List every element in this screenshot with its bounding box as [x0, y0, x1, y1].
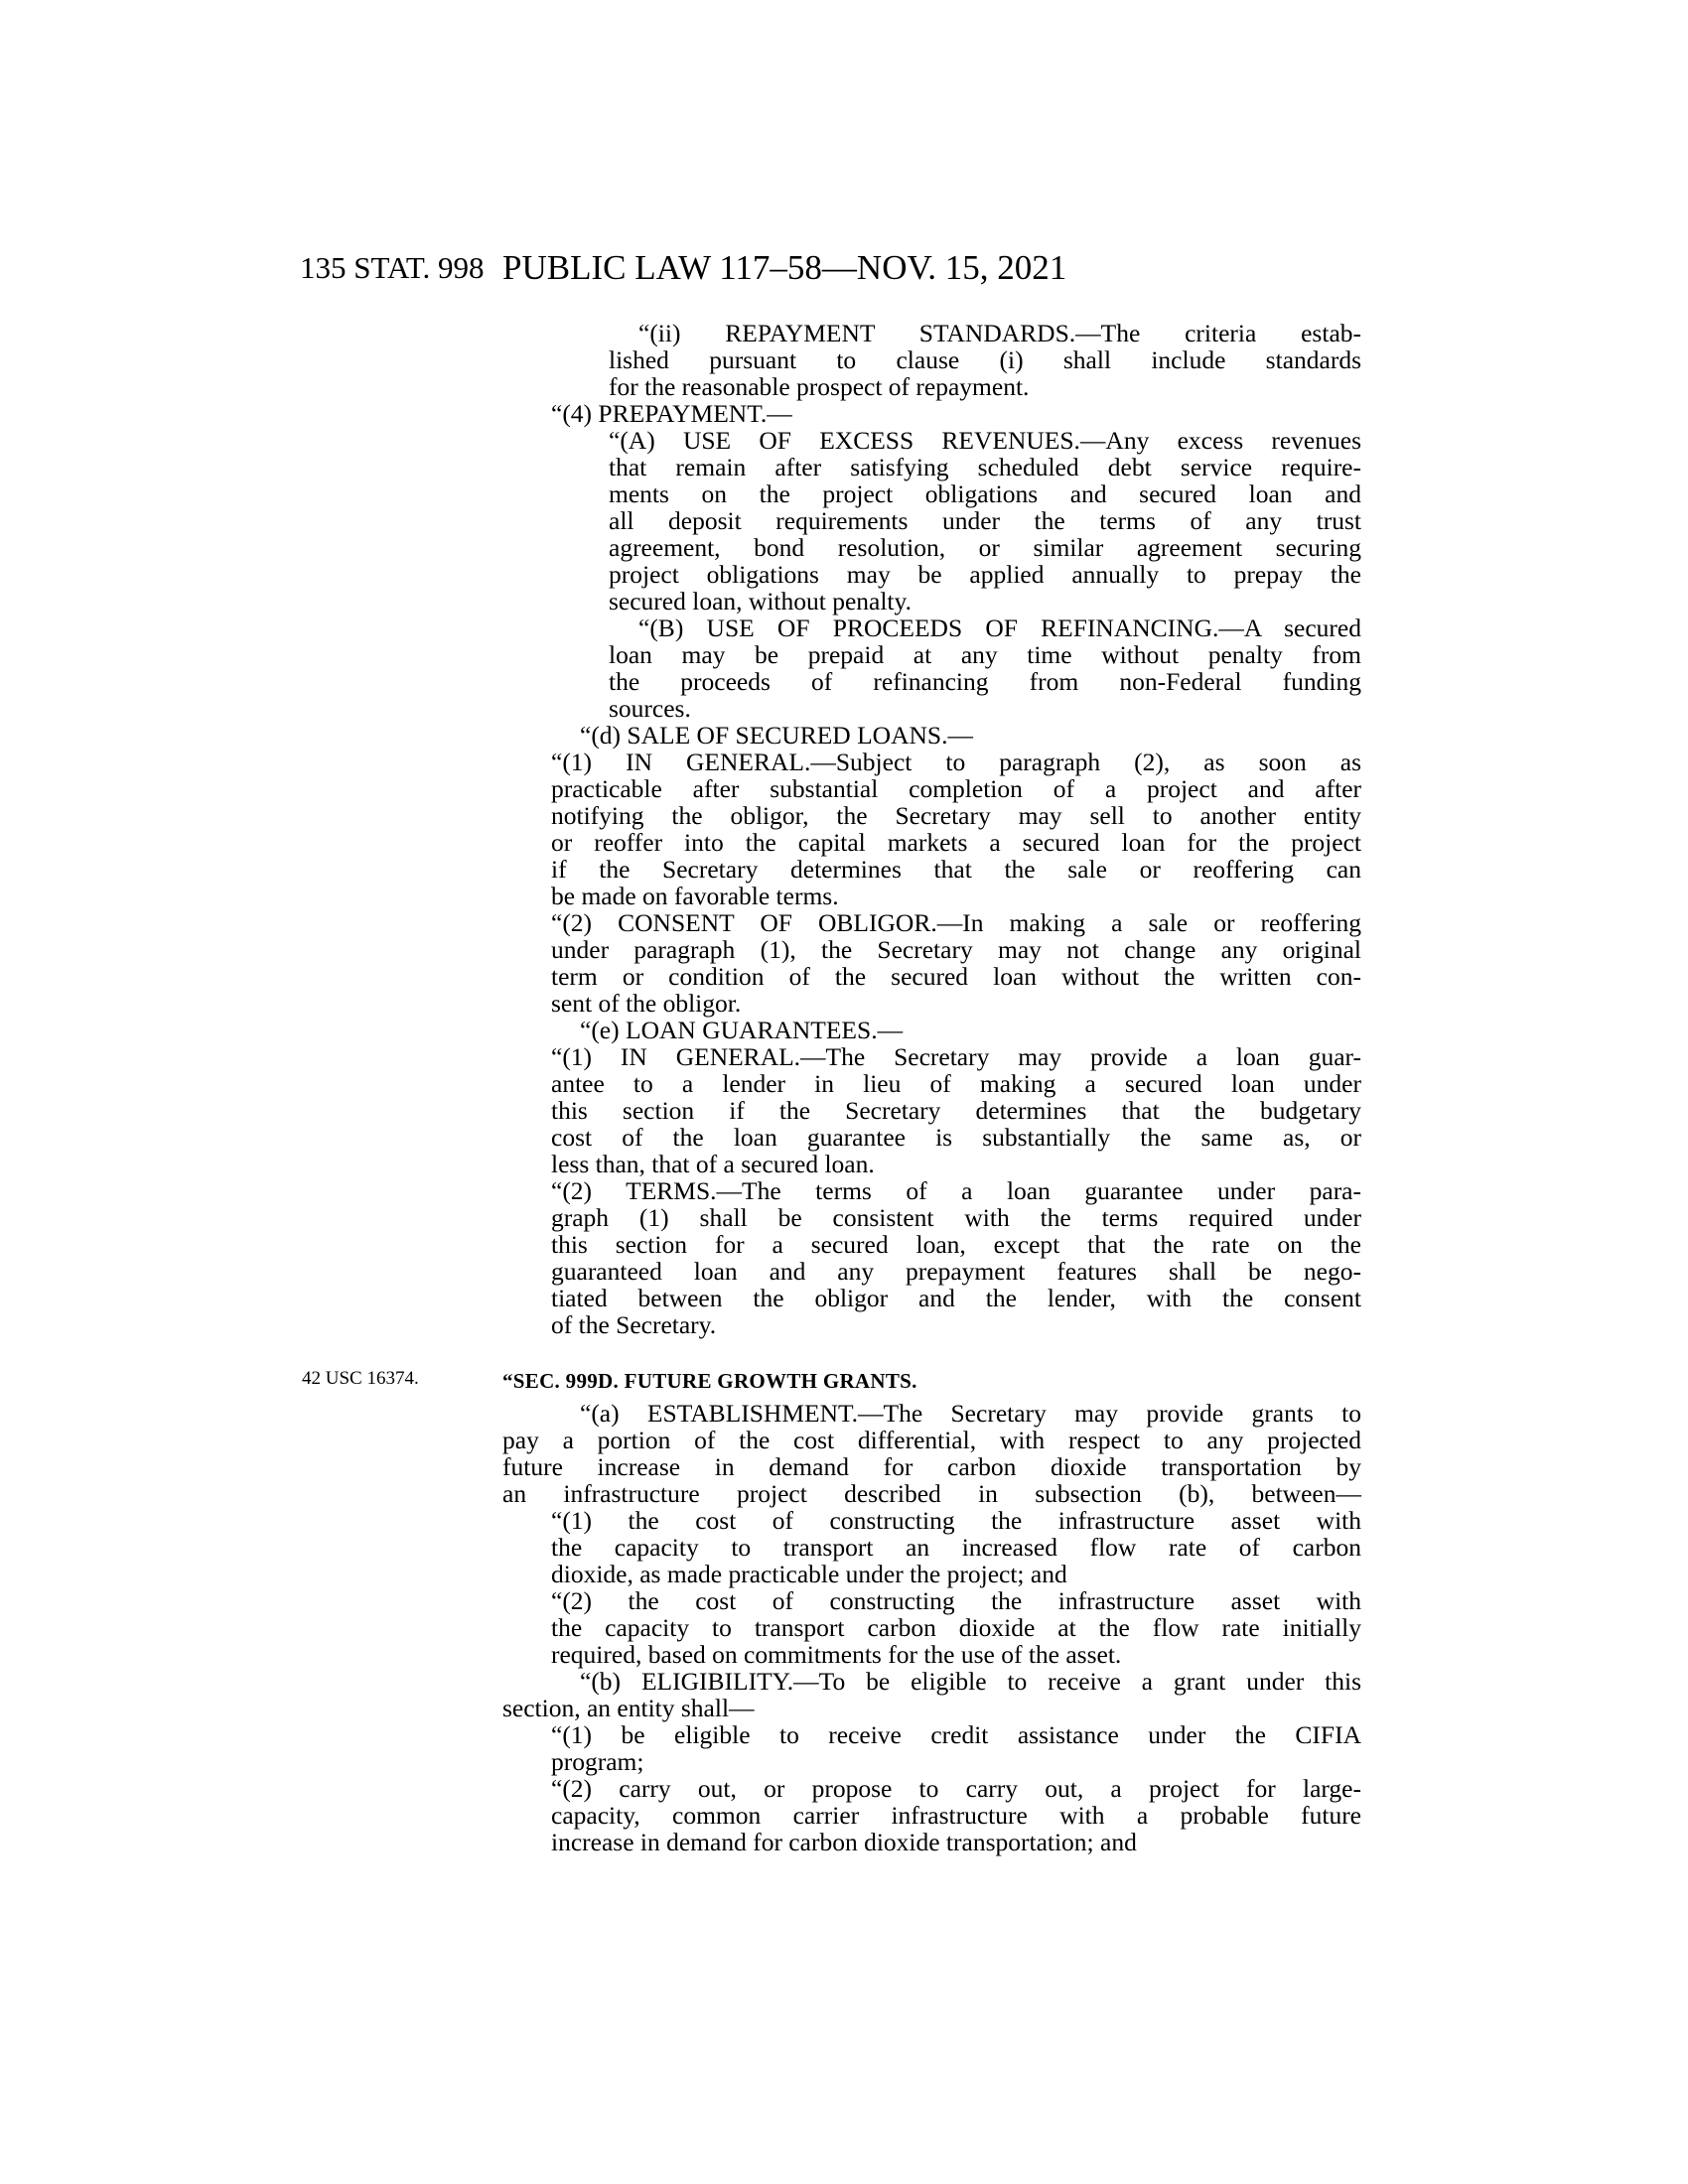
text-line: the capacity to transport an increased flow rate of carbon	[551, 1533, 1361, 1562]
text-line: be made on favorable terms.	[551, 882, 839, 910]
text-line: “(ii) REPAYMENT STANDARDS.—The criteria estab-	[638, 319, 1361, 347]
text-line: program;	[551, 1747, 644, 1776]
text-line: “(4) PREPAYMENT.—	[551, 399, 792, 428]
text-line: graph (1) shall be consistent with the terms required under	[551, 1203, 1361, 1232]
text-line: “(2) the cost of constructing the infrastructure asset with	[551, 1586, 1361, 1615]
text-line: agreement, bond resolution, or similar agreement securing	[609, 533, 1361, 562]
text-line: “(1) IN GENERAL.—Subject to paragraph (2), as soon as	[551, 748, 1361, 776]
text-line: future increase in demand for carbon dioxide transportation by	[502, 1452, 1361, 1481]
text-line: increase in demand for carbon dioxide transportation; and	[551, 1828, 1137, 1856]
text-line: or reoffer into the capital markets a secured loan for the project	[551, 828, 1361, 857]
text-line: “(a) ESTABLISHMENT.—The Secretary may provide grants to	[580, 1399, 1361, 1428]
text-line: this section if the Secretary determines that the budgetary	[551, 1096, 1361, 1125]
text-line: pay a portion of the cost differential, with respect to any projected	[502, 1426, 1361, 1454]
text-line: the capacity to transport carbon dioxide at the flow rate initially	[551, 1613, 1361, 1642]
text-line: notifying the obligor, the Secretary may sell to another entity	[551, 801, 1361, 830]
margin-note-usc: 42 USC 16374.	[302, 1368, 419, 1389]
text-line: “(B) USE OF PROCEEDS OF REFINANCING.—A secured	[638, 614, 1361, 642]
text-line: tiated between the obligor and the lender, with the consent	[551, 1284, 1361, 1312]
text-line: section, an entity shall—	[502, 1694, 755, 1722]
text-line: sources.	[609, 694, 691, 723]
text-line: practicable after substantial completion of a project and after	[551, 774, 1361, 803]
text-line: an infrastructure project described in subsection (b), between—	[502, 1479, 1361, 1508]
text-line: term or condition of the secured loan without the written con-	[551, 962, 1361, 991]
text-line: under paragraph (1), the Secretary may not change any original	[551, 935, 1361, 964]
text-line: the proceeds of refinancing from non-Federal funding	[609, 667, 1361, 696]
law-title-header: PUBLIC LAW 117–58—NOV. 15, 2021	[502, 248, 1067, 287]
text-line: for the reasonable prospect of repayment.	[609, 372, 1030, 401]
text-line: antee to a lender in lieu of making a secured loan under	[551, 1069, 1361, 1098]
text-line: lished pursuant to clause (i) shall include standards	[609, 345, 1361, 374]
section-heading: “SEC. 999D. FUTURE GROWTH GRANTS.	[502, 1369, 917, 1393]
text-line: “(d) SALE OF SECURED LOANS.—	[580, 721, 973, 750]
text-line: “(1) be eligible to receive credit assistance under the CIFIA	[551, 1720, 1361, 1749]
text-line: dioxide, as made practicable under the project; and	[551, 1560, 1067, 1588]
text-line: “(2) TERMS.—The terms of a loan guarantee under para-	[551, 1176, 1361, 1205]
text-line: of the Secretary.	[551, 1310, 717, 1339]
text-line: guaranteed loan and any prepayment features shall be nego-	[551, 1257, 1361, 1286]
text-line: less than, that of a secured loan.	[551, 1150, 875, 1178]
text-line: “(1) the cost of constructing the infrastructure asset with	[551, 1506, 1361, 1535]
text-line: this section for a secured loan, except that the rate on the	[551, 1230, 1361, 1259]
text-line: “(e) LOAN GUARANTEES.—	[580, 1016, 904, 1044]
text-line: required, based on commitments for the use of the asset.	[551, 1640, 1122, 1669]
text-line: ments on the project obligations and secured loan and	[609, 479, 1361, 508]
text-line: “(b) ELIGIBILITY.—To be eligible to receive a grant under this	[580, 1667, 1361, 1696]
text-line: capacity, common carrier infrastructure with a probable future	[551, 1801, 1361, 1830]
text-line: “(A) USE OF EXCESS REVENUES.—Any excess revenues	[609, 426, 1361, 455]
text-line: “(1) IN GENERAL.—The Secretary may provide a loan guar-	[551, 1042, 1361, 1071]
text-line: cost of the loan guarantee is substantially the same as, or	[551, 1123, 1361, 1152]
text-line: all deposit requirements under the terms of any trust	[609, 506, 1361, 535]
text-line: secured loan, without penalty.	[609, 587, 912, 615]
text-line: project obligations may be applied annually to prepay the	[609, 560, 1361, 589]
text-line: that remain after satisfying scheduled debt service require-	[609, 453, 1361, 481]
text-line: loan may be prepaid at any time without penalty from	[609, 640, 1361, 669]
text-line: “(2) CONSENT OF OBLIGOR.—In making a sale or reoffering	[551, 908, 1361, 937]
page-stat-header: 135 STAT. 998	[300, 250, 485, 285]
text-line: sent of the obligor.	[551, 989, 742, 1018]
text-line: “(2) carry out, or propose to carry out, a project for large-	[551, 1774, 1361, 1803]
text-line: if the Secretary determines that the sale or reoffering can	[551, 855, 1361, 884]
